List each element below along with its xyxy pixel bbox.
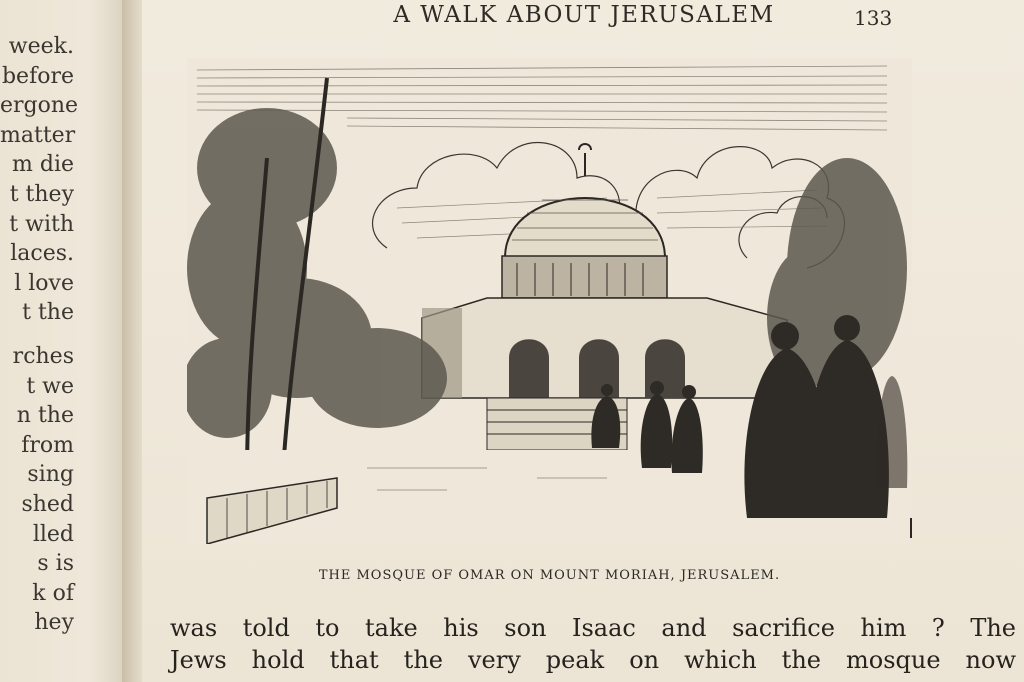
left-page-line: t with (9, 211, 74, 237)
illustration-caption: THE MOSQUE OF OMAR ON MOUNT MORIAH, JERUSALEM. (318, 568, 781, 583)
left-page-line: from (21, 432, 74, 458)
running-head: A WALK ABOUT JERUSALEM (393, 2, 775, 28)
left-page-line (0, 328, 128, 342)
mosque-illustration (187, 58, 912, 544)
body-text-line: Jews hold that the very peak on which the mosque now (170, 646, 1016, 674)
left-page-line: ergone (0, 93, 79, 119)
left-page-line: matter (0, 122, 76, 148)
left-page-line: k of (32, 580, 74, 606)
left-page-line: m die (12, 152, 74, 178)
left-page-line: sing (27, 462, 74, 488)
left-page (0, 0, 128, 682)
page-number: 133 (854, 6, 893, 30)
left-page-line: l love (14, 270, 74, 296)
left-page-line: t they (9, 181, 74, 207)
left-page-text (0, 32, 128, 638)
right-page (142, 0, 1024, 682)
left-page-line: week. (8, 34, 74, 59)
left-page-line: laces. (10, 241, 74, 267)
left-page-line: rches (12, 343, 74, 369)
left-page-line: hey (34, 610, 74, 636)
left-page-line: n the (16, 403, 74, 429)
left-page-line: before (1, 63, 74, 89)
left-page-line: t the (22, 300, 74, 326)
left-page-line: shed (21, 491, 74, 517)
left-page-line: s is (37, 551, 74, 577)
body-text-line: was told to take his son Isaac and sacrifice him ? The (170, 614, 1016, 642)
body-text (170, 612, 1016, 676)
left-page-line: lled (32, 521, 74, 547)
left-page-line: t we (26, 373, 74, 399)
